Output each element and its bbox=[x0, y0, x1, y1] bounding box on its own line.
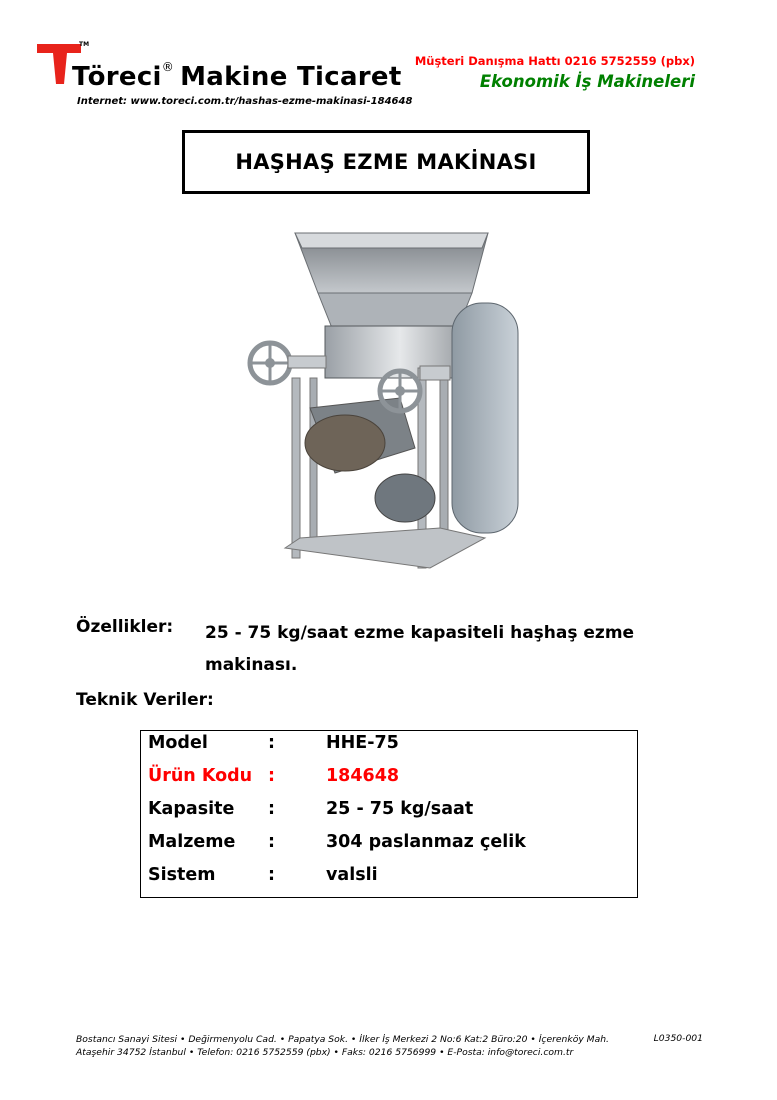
spec-value: valsli bbox=[326, 865, 378, 885]
spec-colon: : bbox=[268, 865, 275, 885]
footer-address bbox=[76, 1033, 609, 1059]
company-slogan: Ekonomik İş Makineleri bbox=[479, 72, 695, 91]
spec-value: 184648 bbox=[326, 766, 400, 786]
spec-colon: : bbox=[268, 766, 275, 786]
spec-key: Malzeme bbox=[148, 832, 236, 852]
footer-line-1: Bostancı Sanayi Sitesi • Değirmenyolu Cad. • Papatya Sok. • İlker İş Merkezi 2 No:6 Kat:2 Büro:20 • İçerenköy Mah. bbox=[76, 1034, 609, 1045]
brand-rest: Makine Ticaret bbox=[180, 62, 402, 92]
spec-key: Kapasite bbox=[148, 799, 235, 819]
brand-name: Töreci bbox=[72, 62, 162, 92]
technical-data-label: Teknik Veriler: bbox=[76, 690, 214, 710]
company-name bbox=[72, 62, 402, 92]
spec-key: Ürün Kodu bbox=[148, 766, 253, 786]
product-image bbox=[240, 228, 530, 588]
title-box bbox=[182, 130, 590, 194]
registered-mark: ® bbox=[161, 60, 175, 74]
website-url: Internet: www.toreci.com.tr/hashas-ezme-makinasi-184648 bbox=[77, 96, 413, 107]
spec-value: 304 paslanmaz çelik bbox=[326, 832, 526, 852]
spec-colon: : bbox=[268, 799, 275, 819]
spec-value: 25 - 75 kg/saat bbox=[326, 799, 474, 819]
customer-hotline: Müşteri Danışma Hattı 0216 5752559 (pbx) bbox=[414, 54, 695, 68]
spec-colon: : bbox=[268, 733, 275, 753]
features-label: Özellikler: bbox=[76, 617, 174, 637]
spec-colon: : bbox=[268, 832, 275, 852]
page-title: HAŞHAŞ EZME MAKİNASI bbox=[235, 150, 537, 174]
spec-value: HHE-75 bbox=[326, 733, 399, 753]
spec-key: Model bbox=[148, 733, 208, 753]
spec-key: Sistem bbox=[148, 865, 216, 885]
document-number: L0350-001 bbox=[653, 1033, 703, 1044]
footer-line-2: Ataşehir 34752 İstanbul • Telefon: 0216 5752559 (pbx) • Faks: 0216 5756999 • E-Posta: info@toreci.com.tr bbox=[76, 1047, 574, 1058]
trademark-mark: TM bbox=[79, 41, 90, 48]
spec-table bbox=[140, 730, 638, 898]
features-text: 25 - 75 kg/saat ezme kapasiteli haşhaş ezme makinası. bbox=[205, 623, 635, 675]
